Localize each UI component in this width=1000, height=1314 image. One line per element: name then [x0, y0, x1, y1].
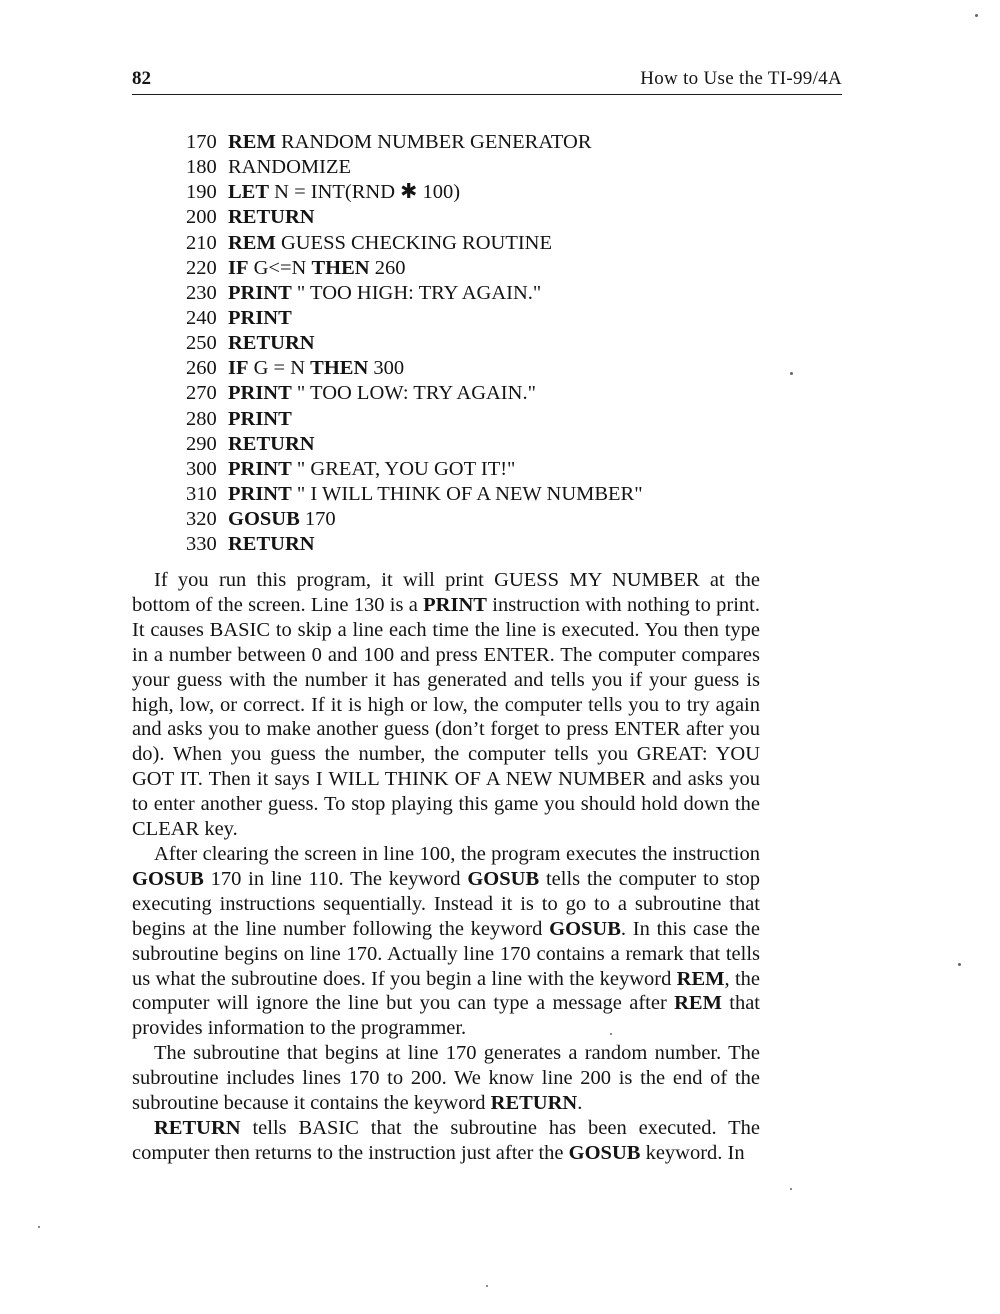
code-text: 170 [299, 508, 336, 531]
body-text [132, 568, 760, 1166]
code-line [186, 130, 643, 155]
code-line [186, 205, 643, 230]
code-line [186, 457, 643, 482]
paragraph [132, 842, 760, 1041]
code-text: " I WILL THINK OF A NEW NUMBER" [291, 482, 643, 505]
line-number: 240 [186, 306, 217, 329]
scan-speck [610, 1033, 612, 1035]
basic-keyword: PRINT [228, 306, 292, 329]
basic-keyword: IF [228, 256, 249, 279]
paragraph-text: After clearing the screen in line 100, the program executes the instruction [154, 842, 760, 865]
paragraph [132, 1116, 760, 1166]
paragraph-text: tells the computer to stop executing instructions sequentially. Instead it is to go to a subroutine that begins at the line number following the keyword [132, 867, 760, 940]
code-line [186, 180, 643, 205]
code-line [186, 306, 643, 331]
scan-speck [958, 963, 961, 966]
paragraph [132, 568, 760, 842]
paragraph-text: The subroutine that begins at line 170 generates a random number. The subroutine includes lines 170 to 200. We know line 200 is the end of the subroutine because it contains the keyword [132, 1042, 760, 1115]
running-header [132, 64, 842, 95]
keyword-text: GOSUB [132, 867, 204, 890]
paragraph-text: 170 in line 110. The keyword [203, 867, 468, 890]
code-text: G = N [248, 357, 311, 380]
paragraph-text: , the computer will ignore the line but you can type a message after [132, 967, 760, 1015]
code-line [186, 281, 643, 306]
basic-keyword: RETURN [228, 332, 315, 355]
line-number: 290 [186, 432, 217, 455]
paragraph-text: . [577, 1092, 583, 1115]
basic-keyword: THEN [310, 357, 369, 380]
page-number: 82 [132, 68, 151, 89]
line-number: 330 [186, 533, 217, 556]
line-number: 210 [186, 231, 217, 254]
basic-keyword: PRINT [228, 281, 292, 304]
keyword-text: GOSUB [549, 917, 621, 940]
line-number: 270 [186, 382, 217, 405]
code-line [186, 381, 643, 406]
running-title: How to Use the TI-99/4A [640, 68, 842, 89]
paragraph-text: that provides information to the programmer. [132, 992, 760, 1040]
paragraph-text: instruction with nothing to print. It causes BASIC to skip a line each time the line is executed. You then type in a number between 0 and 100 and press ENTER. The computer compares your guess with the number it has generated and tells you if your guess is high, low, or correct. If it is high or low, the computer tells you to try again and asks you to make another guess (don’t forget to press ENTER after you do). When you guess the number, the computer tells you GREAT: YOU GOT IT. Then it says I WILL THINK OF A NEW NUMBER and asks you to enter another guess. To stop playing this game you should hold down the CLEAR key. [132, 593, 760, 841]
code-line [186, 432, 643, 457]
basic-keyword: PRINT [228, 457, 292, 480]
basic-keyword: PRINT [228, 482, 292, 505]
keyword-text: GOSUB [467, 867, 540, 890]
keyword-text: REM [674, 992, 722, 1015]
basic-keyword: RETURN [228, 206, 315, 229]
basic-keyword: PRINT [228, 407, 292, 430]
line-number: 280 [186, 407, 217, 430]
line-number: 170 [186, 131, 217, 153]
code-line [186, 482, 643, 507]
basic-keyword: PRINT [228, 382, 292, 405]
line-number: 300 [186, 457, 217, 480]
keyword-text: GOSUB [568, 1141, 641, 1164]
code-line [186, 231, 643, 256]
line-number: 180 [186, 156, 217, 179]
code-text: RANDOM NUMBER GENERATOR [275, 131, 592, 153]
code-text: GUESS CHECKING ROUTINE [275, 231, 553, 254]
basic-keyword: REM [228, 131, 276, 153]
paragraph-text: . In this case the subroutine begins on line 170. Actually line 170 contains a remark that tells us what the subroutine does. If you begin a line with the keyword [132, 917, 760, 990]
code-line [186, 532, 643, 557]
code-line [186, 155, 643, 180]
line-number: 320 [186, 508, 217, 531]
scan-speck [790, 372, 793, 375]
code-line [186, 331, 643, 356]
basic-keyword: THEN [311, 256, 370, 279]
scan-speck [486, 1285, 488, 1287]
keyword-text: REM [676, 967, 725, 990]
line-number: 310 [186, 482, 217, 505]
code-line [186, 507, 643, 532]
code-line [186, 256, 643, 281]
basic-keyword: LET [228, 181, 270, 204]
code-text: N = INT(RND ✱ 100) [269, 181, 461, 204]
code-text: " TOO HIGH: TRY AGAIN." [291, 281, 542, 304]
code-text: " TOO LOW: TRY AGAIN." [291, 382, 536, 405]
line-number: 250 [186, 332, 217, 355]
scan-speck [975, 14, 978, 17]
paragraph-text: If you run this program, it will print GUESS MY NUMBER at the bottom of the screen. Line 130 is a [132, 569, 760, 616]
line-number: 190 [186, 181, 217, 204]
paragraph-text: tells BASIC that the subroutine has been executed. The computer then returns to the instruction just after the [132, 1116, 760, 1164]
code-text: " GREAT, YOU GOT IT!" [291, 457, 516, 480]
basic-keyword: GOSUB [228, 508, 300, 531]
keyword-text: RETURN [490, 1092, 578, 1115]
scan-speck [790, 1188, 792, 1190]
keyword-text: RETURN [154, 1116, 241, 1139]
basic-keyword: REM [228, 231, 276, 254]
line-number: 200 [186, 206, 217, 229]
code-line [186, 356, 643, 381]
paragraph-text: keyword. In [640, 1141, 745, 1164]
scan-speck [38, 1226, 40, 1228]
basic-keyword: RETURN [228, 432, 315, 455]
code-text: RANDOMIZE [228, 156, 351, 179]
basic-keyword: RETURN [228, 533, 315, 556]
code-line [186, 407, 643, 432]
code-text: 260 [369, 256, 406, 279]
keyword-text: PRINT [423, 593, 487, 616]
paragraph [132, 1041, 760, 1116]
line-number: 220 [186, 256, 217, 279]
line-number: 230 [186, 281, 217, 304]
line-number: 260 [186, 357, 217, 380]
basic-keyword: IF [228, 357, 249, 380]
code-text: G<=N [248, 256, 312, 279]
program-listing [186, 130, 643, 557]
code-text: 300 [368, 357, 405, 380]
